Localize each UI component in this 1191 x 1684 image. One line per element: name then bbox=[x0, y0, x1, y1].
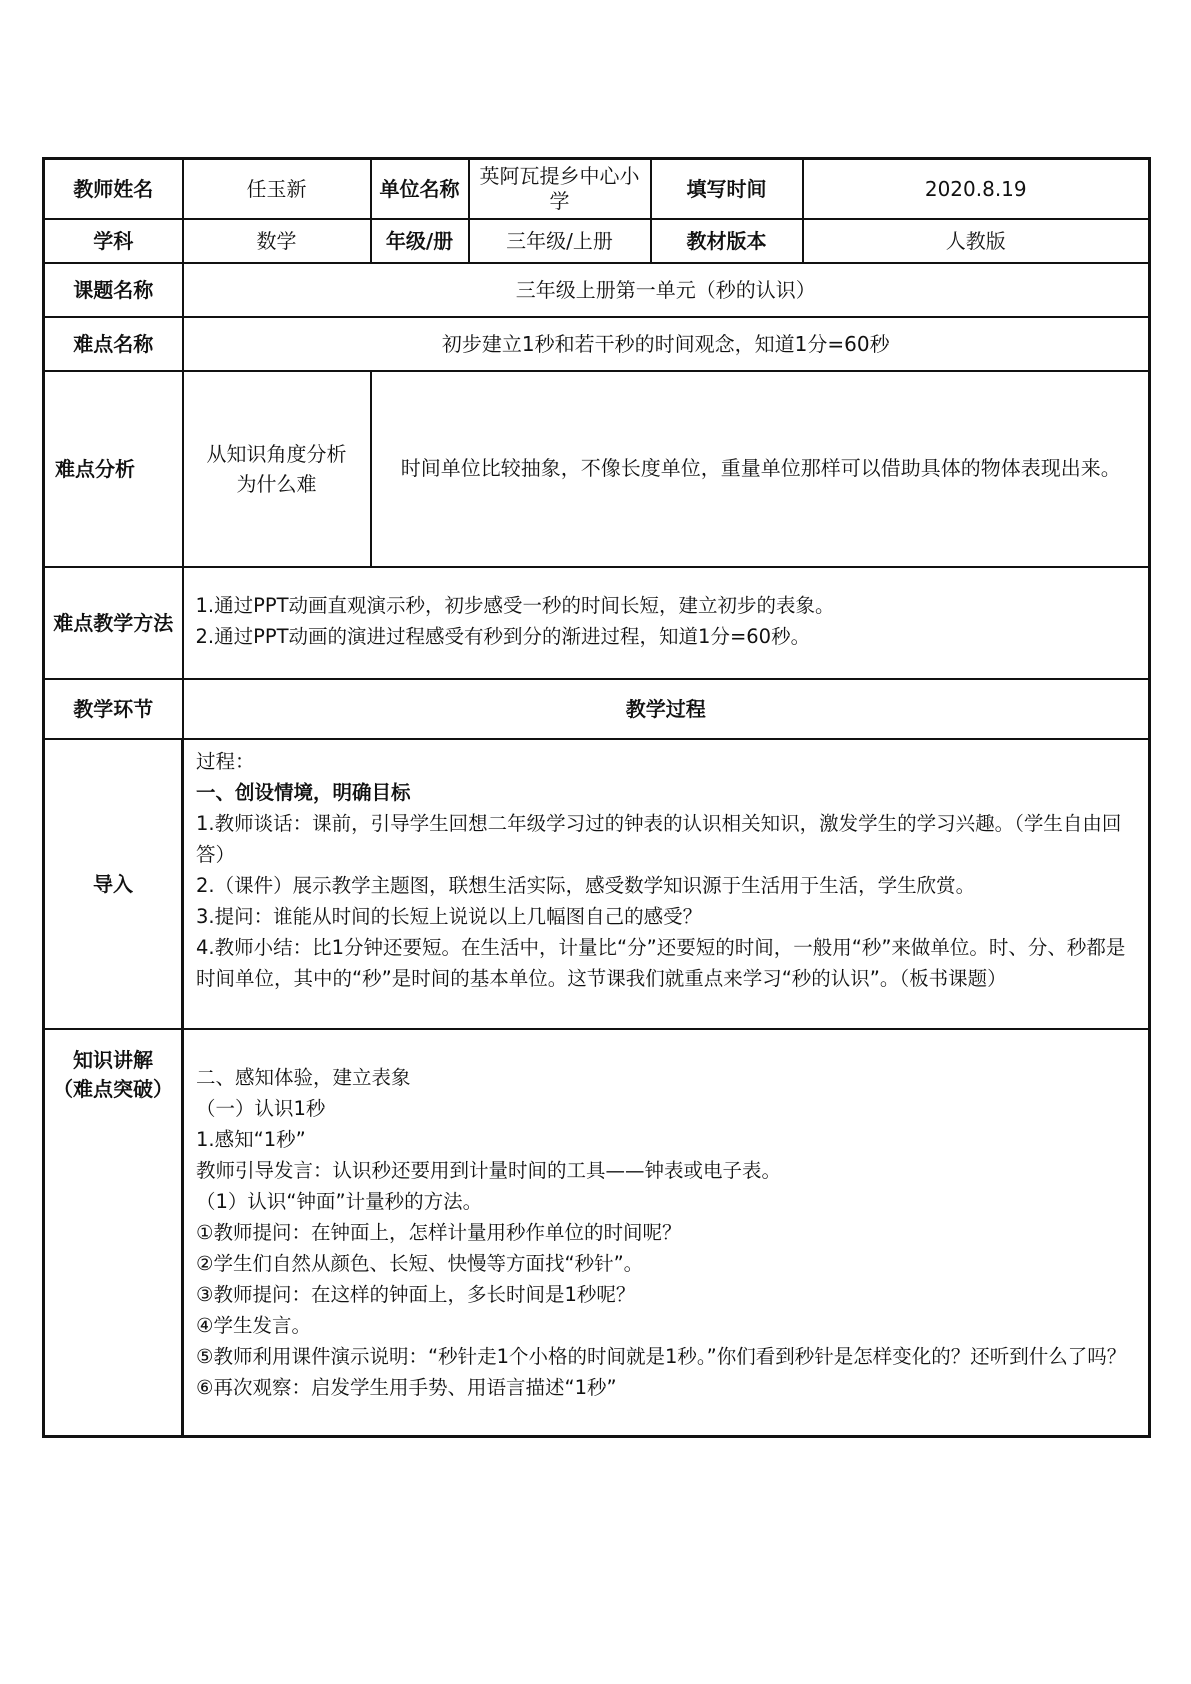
knowledge-label bbox=[44, 1029, 183, 1437]
analysis-sub-label: 从知识角度分析为什么难 bbox=[183, 371, 371, 567]
analysis-value: 时间单位比较抽象，不像长度单位，重量单位那样可以借助具体的物体表现出来。 bbox=[371, 371, 1150, 567]
knowledge-line: ①教师提问：在钟面上，怎样计量用秒作单位的时间呢？ bbox=[196, 1220, 682, 1244]
unit-name-label: 单位名称 bbox=[371, 159, 469, 219]
fill-time-label: 填写时间 bbox=[651, 159, 803, 219]
analysis-label: 难点分析 bbox=[44, 371, 183, 567]
difficulty-value: 初步建立1秒和若干秒的时间观念，知道1分=60秒 bbox=[183, 317, 1150, 371]
process-header-row bbox=[44, 679, 1150, 739]
intro-line: 4.教师小结：比1分钟还要短。在生活中，计量比“分”还要短的时间，一般用“秒”来做单位。时、分、秒都是时间单位，其中的“秒”是时间的基本单位。这节课我们就重点来学习“秒的认识”。（板书课题） bbox=[196, 935, 1126, 990]
topic-value: 三年级上册第一单元（秒的认识） bbox=[183, 263, 1150, 317]
difficulty-row bbox=[44, 317, 1150, 371]
unit-name-value: 英阿瓦提乡中心小学 bbox=[469, 159, 651, 219]
process-label: 教学过程 bbox=[183, 679, 1150, 739]
intro-line: 1.教师谈话：课前，引导学生回想二年级学习过的钟表的认识相关知识，激发学生的学习兴趣。（学生自由回答） bbox=[196, 811, 1122, 866]
method-content bbox=[183, 567, 1150, 679]
knowledge-line: 1.感知“1秒” bbox=[196, 1127, 306, 1151]
header-row-1 bbox=[44, 159, 1150, 219]
analysis-row bbox=[44, 371, 1150, 567]
knowledge-line: ④学生发言。 bbox=[196, 1313, 311, 1337]
header-row-2 bbox=[44, 219, 1150, 263]
knowledge-line: ⑥再次观察：启发学生用手势、用语言描述“1秒” bbox=[196, 1375, 617, 1399]
lesson-plan-table bbox=[42, 157, 1151, 1438]
knowledge-line: 二、感知体验，建立表象 bbox=[196, 1065, 411, 1089]
knowledge-line: ②学生们自然从颜色、长短、快慢等方面找“秒针”。 bbox=[196, 1251, 644, 1275]
subject-value: 数学 bbox=[183, 219, 371, 263]
knowledge-row bbox=[44, 1029, 1150, 1437]
knowledge-line: （1）认识“钟面”计量秒的方法。 bbox=[196, 1189, 483, 1213]
knowledge-content bbox=[183, 1029, 1150, 1437]
knowledge-label-line1: 知识讲解 bbox=[73, 1047, 153, 1072]
knowledge-line: （一）认识1秒 bbox=[196, 1096, 326, 1120]
intro-content bbox=[183, 739, 1150, 1029]
knowledge-line: 教师引导发言：认识秒还要用到计量时间的工具——钟表或电子表。 bbox=[196, 1158, 782, 1182]
topic-label: 课题名称 bbox=[44, 263, 183, 317]
knowledge-line: ③教师提问：在这样的钟面上，多长时间是1秒呢？ bbox=[196, 1282, 636, 1306]
fill-time-value: 2020.8.19 bbox=[803, 159, 1150, 219]
knowledge-line: ⑤教师利用课件演示说明：“秒针走1个小格的时间就是1秒。”你们看到秒针是怎样变化的？还听到什么了吗？ bbox=[196, 1344, 1127, 1368]
intro-line: 3.提问：谁能从时间的长短上说说以上几幅图自己的感受？ bbox=[196, 904, 703, 928]
method-label: 难点教学方法 bbox=[44, 567, 183, 679]
method-line: 2.通过PPT动画的演进过程感受有秒到分的渐进过程，知道1分=60秒。 bbox=[195, 624, 811, 648]
method-row bbox=[44, 567, 1150, 679]
intro-line: 过程： bbox=[196, 749, 255, 773]
topic-row bbox=[44, 263, 1150, 317]
grade-value: 三年级/上册 bbox=[469, 219, 651, 263]
grade-label: 年级/册 bbox=[371, 219, 469, 263]
intro-row bbox=[44, 739, 1150, 1029]
teacher-name-value: 任玉新 bbox=[183, 159, 371, 219]
intro-heading: 一、创设情境，明确目标 bbox=[196, 780, 411, 804]
difficulty-label: 难点名称 bbox=[44, 317, 183, 371]
knowledge-label-line2: （难点突破） bbox=[53, 1076, 173, 1101]
intro-line: 2.（课件）展示教学主题图，联想生活实际，感受数学知识源于生活用于生活，学生欣赏。 bbox=[196, 873, 976, 897]
edition-label: 教材版本 bbox=[651, 219, 803, 263]
edition-value: 人教版 bbox=[803, 219, 1150, 263]
method-line: 1.通过PPT动画直观演示秒，初步感受一秒的时间长短，建立初步的表象。 bbox=[195, 593, 835, 617]
stage-label: 教学环节 bbox=[44, 679, 183, 739]
intro-label: 导入 bbox=[44, 739, 183, 1029]
teacher-name-label: 教师姓名 bbox=[44, 159, 183, 219]
subject-label: 学科 bbox=[44, 219, 183, 263]
